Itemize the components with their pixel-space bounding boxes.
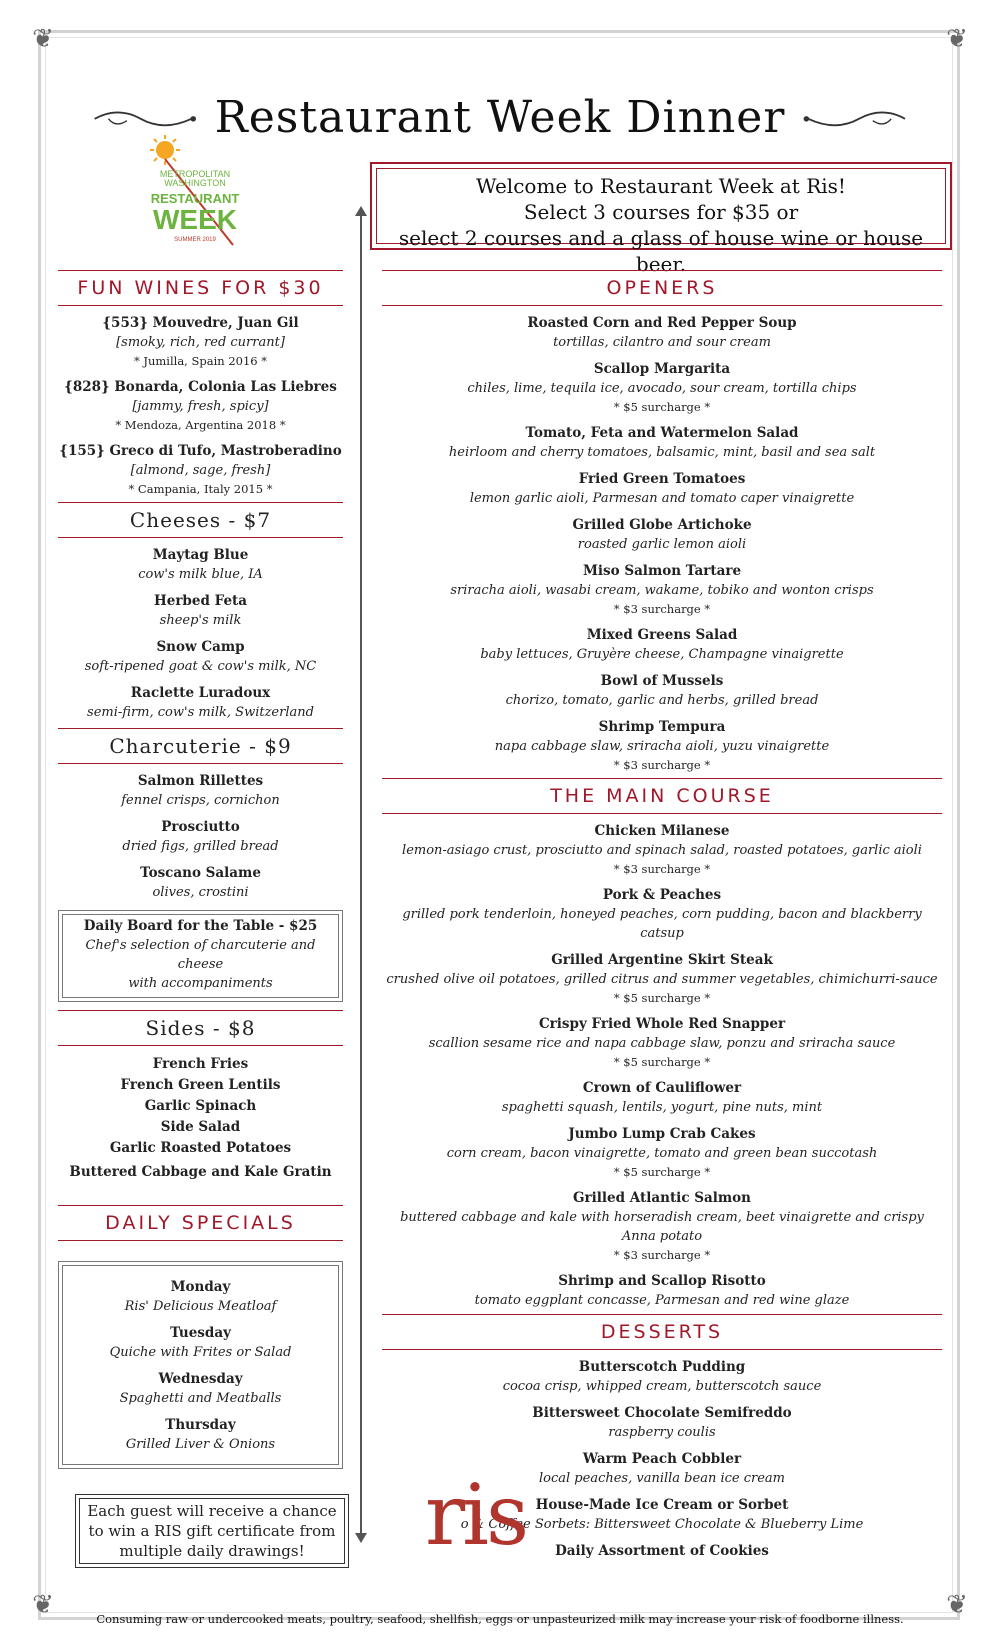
special-day: Tuesday [170, 1325, 231, 1341]
dish-name: Daily Assortment of Cookies [555, 1543, 769, 1559]
wine-item [58, 442, 343, 498]
dish-name: Grilled Argentine Skirt Steak [551, 952, 773, 968]
svg-text:WASHINGTON: WASHINGTON [164, 178, 226, 188]
cheese-item [58, 546, 343, 584]
dish-desc: o & Coffee Sorbets: Bittersweet Chocolate & Blueberry Lime [460, 1517, 864, 1532]
dish-name: Crown of Cauliflower [582, 1080, 742, 1096]
wine-name: {553} Mouvedre, Juan Gil [102, 315, 299, 331]
special-dish: Ris' Delicious Meatloaf [124, 1299, 277, 1314]
charcuterie-name: Toscano Salame [140, 865, 261, 881]
main-course-heading: THE MAIN COURSE [382, 778, 942, 814]
ris-logo: ris [425, 1466, 527, 1564]
side-item: Side Salad [160, 1119, 241, 1135]
daily-board-box [58, 910, 343, 1002]
special-item [63, 1416, 338, 1454]
cheese-item [58, 592, 343, 630]
openers-list [382, 314, 942, 774]
special-item [63, 1370, 338, 1408]
cheese-item [58, 638, 343, 676]
arrow-down-icon [355, 1533, 367, 1543]
welcome-line-2: Select 3 courses for $35 or [523, 200, 799, 224]
corner-ornament-icon: ❦ [946, 24, 968, 54]
dish-desc: lemon-asiago crust, prosciutto and spinach salad, roasted potatoes, garlic aioli [402, 843, 922, 858]
dish-desc: chiles, lime, tequila ice, avocado, sour cream, tortilla chips [467, 381, 857, 396]
dish-name: Mixed Greens Salad [586, 627, 738, 643]
charcuterie-desc: dried figs, grilled bread [122, 839, 279, 854]
menu-item [382, 470, 942, 508]
menu-item [382, 314, 942, 352]
dish-name: Roasted Corn and Red Pepper Soup [527, 315, 797, 331]
special-dish: Grilled Liver & Onions [125, 1437, 276, 1452]
menu-item [382, 562, 942, 618]
charcuterie-item [58, 818, 343, 856]
side-item: Garlic Spinach [144, 1098, 257, 1114]
special-day: Monday [170, 1279, 231, 1295]
side-item: French Green Lentils [120, 1077, 281, 1093]
menu-item [382, 1015, 942, 1071]
dish-name: Miso Salmon Tartare [582, 563, 742, 579]
surcharge: * $5 surcharge * [613, 400, 711, 414]
dish-desc: crushed olive oil potatoes, grilled citrus and summer vegetables, chimichurri-sauce [386, 972, 938, 987]
dish-desc: spaghetti squash, lentils, yogurt, pine nuts, mint [501, 1100, 823, 1115]
wine-list [58, 314, 343, 498]
dish-name: Butterscotch Pudding [578, 1359, 746, 1375]
column-divider [360, 215, 362, 1535]
special-day: Thursday [165, 1417, 236, 1433]
wine-notes: [almond, sage, fresh] [130, 463, 271, 478]
cheeses-heading: Cheeses - $7 [58, 502, 343, 538]
surcharge: * $3 surcharge * [613, 1248, 711, 1262]
dish-name: Bowl of Mussels [600, 673, 724, 689]
menu-item [382, 718, 942, 774]
dish-name: Tomato, Feta and Watermelon Salad [525, 425, 799, 441]
menu-item [382, 951, 942, 1007]
sides-heading: Sides - $8 [58, 1010, 343, 1046]
dish-desc: buttered cabbage and kale with horseradish cream, beet vinaigrette and crispy Anna potato [400, 1210, 924, 1244]
cheese-desc: cow's milk blue, IA [138, 567, 263, 582]
dish-desc: local peaches, vanilla bean ice cream [539, 1471, 785, 1486]
corner-ornament-icon: ❦ [946, 1590, 968, 1620]
menu-item [382, 1358, 942, 1396]
dish-name: Grilled Atlantic Salmon [573, 1190, 751, 1206]
wine-origin: * Campania, Italy 2015 * [128, 482, 273, 496]
daily-specials-box [58, 1261, 343, 1469]
cheese-name: Maytag Blue [152, 547, 249, 563]
welcome-line-3: select 2 courses and a glass of house wine or house beer. [398, 226, 924, 276]
side-item: Buttered Cabbage and Kale Gratin [69, 1164, 332, 1180]
dish-name: Fried Green Tomatoes [578, 471, 746, 487]
charcuterie-desc: olives, crostini [152, 885, 249, 900]
menu-item [382, 1125, 942, 1181]
right-column [382, 270, 942, 1564]
board-name: Daily Board for the Table - $25 [83, 918, 318, 934]
dish-name: Pork & Peaches [602, 887, 722, 903]
cheese-list [58, 546, 343, 722]
wines-heading: FUN WINES FOR $30 [58, 270, 343, 306]
wine-item [58, 314, 343, 370]
openers-heading: OPENERS [382, 270, 942, 306]
sides-list [58, 1054, 343, 1183]
dish-desc: sriracha aioli, wasabi cream, wakame, tobiko and wonton crisps [450, 583, 874, 598]
dish-name: Bittersweet Chocolate Semifreddo [532, 1405, 792, 1421]
board-desc: with accompaniments [128, 976, 273, 991]
menu-item [382, 424, 942, 462]
dish-desc: tomato eggplant concasse, Parmesan and red wine glaze [474, 1293, 850, 1308]
dish-name: Shrimp and Scallop Risotto [558, 1273, 766, 1289]
page-title: Restaurant Week Dinner [214, 91, 786, 143]
cheese-desc: soft-ripened goat & cow's milk, NC [84, 659, 317, 674]
cheese-name: Raclette Luradoux [130, 685, 271, 701]
restaurant-week-logo [145, 135, 245, 255]
arrow-up-icon [355, 206, 367, 216]
cheese-name: Snow Camp [156, 639, 245, 655]
menu-item [382, 516, 942, 554]
menu-item [382, 822, 942, 878]
dish-desc: chorizo, tomato, garlic and herbs, grilled bread [505, 693, 819, 708]
gift-line: to win a RIS gift certificate from [88, 1522, 336, 1540]
gift-line: Each guest will receive a chance [87, 1502, 337, 1520]
svg-text:WEEK: WEEK [153, 204, 237, 235]
wine-notes: [smoky, rich, red currant] [116, 335, 285, 350]
welcome-line-1: Welcome to Restaurant Week at Ris! [476, 174, 846, 198]
dish-desc: raspberry coulis [608, 1425, 716, 1440]
wine-notes: [jammy, fresh, spicy] [132, 399, 269, 414]
charcuterie-heading: Charcuterie - $9 [58, 728, 343, 764]
food-safety-footer: Consuming raw or undercooked meats, poultry, seafood, shellfish, eggs or unpasteurized milk may increase your risk of foodborne illness. [96, 1612, 904, 1626]
menu-item [382, 360, 942, 416]
wine-origin: * Mendoza, Argentina 2018 * [115, 418, 286, 432]
cheese-item [58, 684, 343, 722]
dish-name: Jumbo Lump Crab Cakes [568, 1126, 756, 1142]
svg-text:METROPOLITAN: METROPOLITAN [159, 169, 231, 179]
specials-heading: DAILY SPECIALS [58, 1205, 343, 1241]
special-dish: Spaghetti and Meatballs [119, 1391, 282, 1406]
wine-origin: * Jumilla, Spain 2016 * [133, 354, 268, 368]
mains-list [382, 822, 942, 1310]
dish-desc: lemon garlic aioli, Parmesan and tomato caper vinaigrette [469, 491, 855, 506]
dish-desc: napa cabbage slaw, sriracha aioli, yuzu vinaigrette [494, 739, 830, 754]
cheese-desc: semi-firm, cow's milk, Switzerland [87, 705, 314, 720]
special-dish: Quiche with Frites or Salad [109, 1345, 292, 1360]
surcharge: * $5 surcharge * [613, 1055, 711, 1069]
charcuterie-item [58, 772, 343, 810]
dish-name: Grilled Globe Artichoke [572, 517, 752, 533]
surcharge: * $3 surcharge * [613, 758, 711, 772]
surcharge: * $3 surcharge * [613, 602, 711, 616]
desserts-heading: DESSERTS [382, 1314, 942, 1350]
dish-name: Shrimp Tempura [598, 719, 726, 735]
dish-desc: scallion sesame rice and napa cabbage slaw, ponzu and sriracha sauce [428, 1036, 896, 1051]
dish-name: Scallop Margarita [593, 361, 731, 377]
svg-text:RESTAURANT: RESTAURANT [150, 191, 240, 206]
cheese-desc: sheep's milk [159, 613, 242, 628]
menu-item [382, 1189, 942, 1264]
wine-name: {828} Bonarda, Colonia Las Liebres [64, 379, 337, 395]
surcharge: * $5 surcharge * [613, 991, 711, 1005]
special-day: Wednesday [158, 1371, 243, 1387]
menu-item [382, 1272, 942, 1310]
dish-desc: corn cream, bacon vinaigrette, tomato and green bean succotash [446, 1146, 878, 1161]
flourish-left-icon [90, 97, 201, 137]
dish-desc: baby lettuces, Gruyère cheese, Champagne vinaigrette [480, 647, 844, 662]
menu-item [382, 672, 942, 710]
dish-desc: grilled pork tenderloin, honeyed peaches, corn pudding, bacon and blackberry catsup [402, 907, 922, 941]
dish-desc: roasted garlic lemon aioli [577, 537, 747, 552]
surcharge: * $3 surcharge * [613, 862, 711, 876]
surcharge: * $5 surcharge * [613, 1165, 711, 1179]
menu-item [382, 626, 942, 664]
dish-desc: heirloom and cherry tomatoes, balsamic, mint, basil and sea salt [448, 445, 876, 460]
charcuterie-desc: fennel crisps, cornichon [121, 793, 280, 808]
welcome-box [370, 162, 952, 276]
side-item: Garlic Roasted Potatoes [109, 1140, 292, 1156]
gift-line: multiple daily drawings! [119, 1542, 305, 1560]
side-item: French Fries [152, 1056, 249, 1072]
dish-name: House-Made Ice Cream or Sorbet [535, 1497, 789, 1513]
dish-name: Crispy Fried Whole Red Snapper [538, 1016, 786, 1032]
dish-name: Warm Peach Cobbler [582, 1451, 742, 1467]
corner-ornament-icon: ❦ [32, 1590, 54, 1620]
menu-item [382, 1404, 942, 1442]
svg-text:SUMMER 2019: SUMMER 2019 [174, 237, 216, 243]
special-item [63, 1324, 338, 1362]
gift-certificate-box [75, 1494, 349, 1568]
left-column [58, 270, 343, 1469]
special-item [63, 1278, 338, 1316]
dish-desc: tortillas, cilantro and sour cream [553, 335, 771, 350]
flourish-right-icon [799, 97, 910, 137]
charcuterie-name: Salmon Rillettes [137, 773, 264, 789]
menu-item [382, 886, 942, 943]
charcuterie-name: Prosciutto [161, 819, 240, 835]
wine-item [58, 378, 343, 434]
cheese-name: Herbed Feta [153, 593, 248, 609]
charcuterie-item [58, 864, 343, 902]
dish-name: Chicken Milanese [594, 823, 730, 839]
corner-ornament-icon: ❦ [32, 24, 54, 54]
charcuterie-list [58, 772, 343, 902]
dish-desc: cocoa crisp, whipped cream, butterscotch sauce [502, 1379, 822, 1394]
wine-name: {155} Greco di Tufo, Mastroberadino [59, 443, 342, 459]
board-desc: Chef's selection of charcuterie and cheese [85, 938, 316, 972]
menu-item [382, 1079, 942, 1117]
